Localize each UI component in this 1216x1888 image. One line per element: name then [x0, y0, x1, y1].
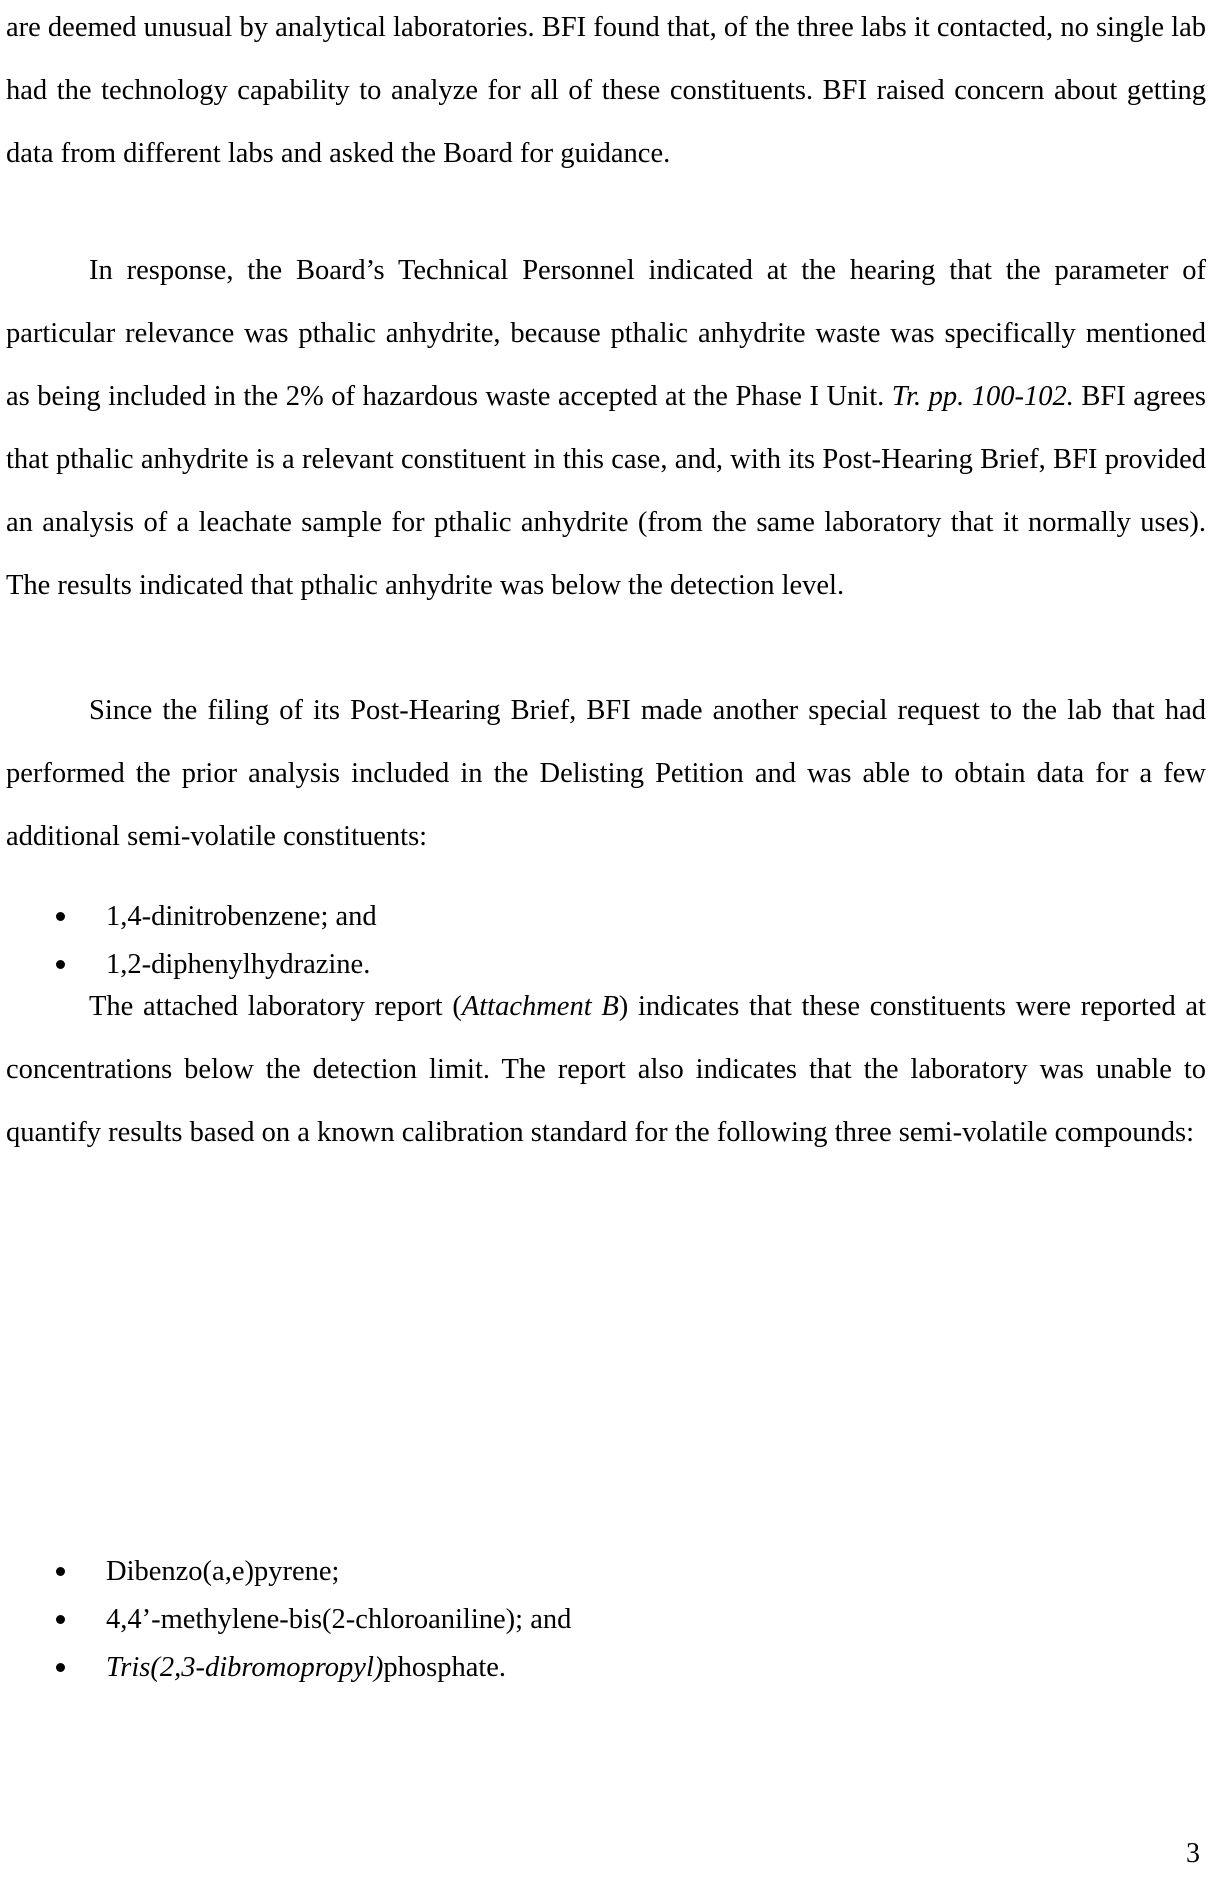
list-item-italic: Tris(2,3-dibromopropyl)	[106, 1652, 384, 1683]
list-item	[6, 1596, 1206, 1644]
page-number: 3	[1186, 1838, 1200, 1869]
attachment-reference: Attachment B	[461, 991, 619, 1022]
bullet-icon	[56, 1615, 65, 1624]
list-item	[6, 893, 1206, 941]
bullet-icon	[56, 1567, 65, 1576]
paragraph-board-response-text-cont: BFI agrees that pthalic anhydrite is a relevant constituent in this case, and, with its Post-Hearing Brief, BFI provided an analysis of a leachate sample for pthalic anhydrite (from the same laboratory that it normally uses). The results indicated that pthalic anhydrite was below the detection level.	[6, 381, 1206, 601]
transcript-citation: Tr. pp. 100-102.	[891, 381, 1074, 412]
paragraph-lab-concerns: are deemed unusual by analytical laboratories. BFI found that, of the three labs it contacted, no single lab had the technology capability to analyze for all of these constituents. BFI raised concern about getting data from different labs and asked the Board for guidance.	[6, 12, 1206, 169]
list-item-text: 4,4’-methylene-bis(2-chloroaniline); and	[106, 1604, 572, 1635]
paragraph-board-response-text: In response, the Board’s Technical Personnel indicated at the hearing that the parameter of particular relevance was pthalic anhydrite, because pthalic anhydrite waste was specifically mentioned as being included in the 2% of hazardous waste accepted at the Phase I Unit.	[6, 255, 1206, 412]
list-item-text: Dibenzo(a,e)pyrene;	[106, 1556, 340, 1587]
list-item-text: 1,4-dinitrobenzene; and	[106, 901, 377, 932]
paragraph-special-request: Since the filing of its Post-Hearing Brief, BFI made another special request to the lab that had performed the prior analysis included in the Delisting Petition and was able to obtain data for a few additional semi-volatile constituents:	[6, 695, 1206, 852]
bullet-icon	[56, 960, 65, 969]
list-item	[6, 1548, 1206, 1596]
list-item-text: 1,2-diphenylhydrazine.	[106, 949, 371, 980]
paragraph-lab-report	[6, 975, 1206, 1164]
list-item	[6, 1644, 1206, 1692]
paragraph-lab-report-text: The attached laboratory report (	[89, 991, 462, 1022]
compounds-list	[6, 1548, 1206, 1692]
list-item-text: phosphate.	[383, 1652, 507, 1683]
paragraph-lab-report-text-cont: ) indicates that these constituents were reported at concentrations below the detection limit. The report also indicates that the laboratory was unable to quantify results based on a known calibration standard for the following three semi-volatile compounds:	[6, 991, 1206, 1148]
paragraph-board-response	[6, 239, 1206, 617]
bullet-icon	[56, 1663, 65, 1672]
bullet-icon	[56, 912, 65, 921]
